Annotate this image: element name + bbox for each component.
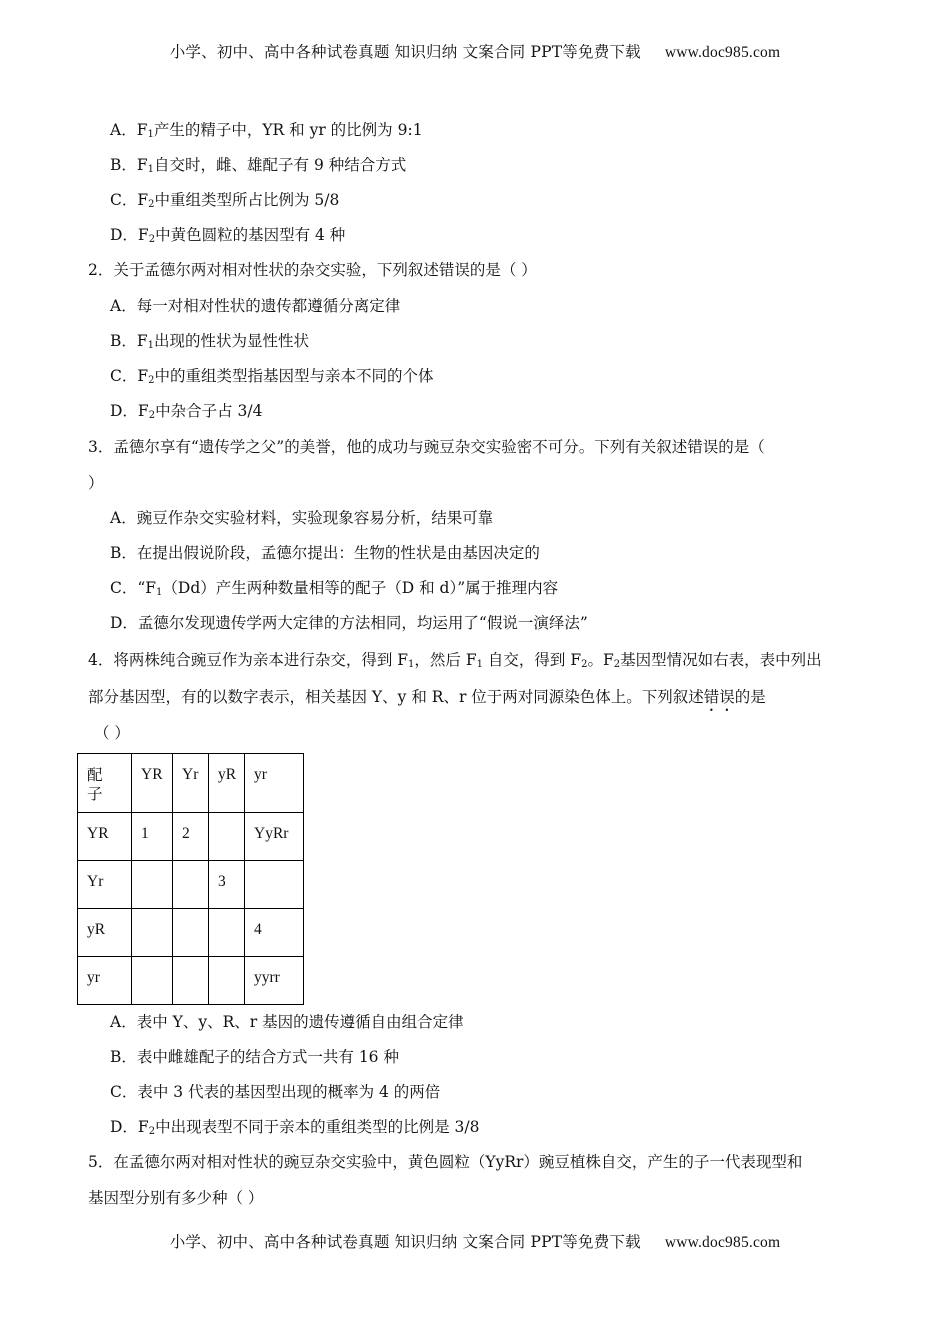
table-corner-cell: 配子 (78, 754, 132, 813)
table-row-header: Yr (78, 861, 132, 909)
table-cell (132, 957, 173, 1005)
table-row-header: YR (78, 813, 132, 861)
table-header-cell: yr (245, 754, 304, 813)
q3-stem-line1: 3．孟德尔享有“遗传学之父”的美誉，他的成功与豌豆杂交实验密不可分。下列有关叙述错误的是（ (88, 438, 765, 456)
table-header-cell: YR (132, 754, 173, 813)
table-cell (173, 957, 209, 1005)
q2-option-b: B．$F_1$出现的性状为显性性状 (110, 332, 310, 351)
q2-option-a: A．每一对相对性状的遗传都遵循分离定律 (110, 297, 401, 315)
emphasis-wrong: 错误 (703, 688, 735, 706)
q1-option-b: B．$F_1$自交时，雌、雄配子有 9 种结合方式 (110, 156, 407, 175)
table-cell (209, 909, 245, 957)
q3-stem-line2: ） (88, 474, 104, 492)
q3-option-a: A．豌豆作杂交实验材料，实验现象容易分析，结果可靠 (110, 509, 494, 527)
q4-stem-line1: 4．将两株纯合豌豆作为亲本进行杂交，得到 $F_1$，然后 $F_1$ 自交，得到 $F_2$。$F_2$基因型情况如右表，表中列出 (88, 651, 822, 670)
gamete-genotype-table (77, 753, 304, 1005)
table-cell: yyrr (245, 957, 304, 1005)
q4-option-a: A．表中 Y、y、R、r 基因的遗传遵循自由组合定律 (110, 1013, 464, 1031)
table-row (78, 813, 304, 861)
table-cell (245, 861, 304, 909)
table-cell: 1 (132, 813, 173, 861)
q2-option-c: C．$F_2$中的重组类型指基因型与亲本不同的个体 (110, 367, 434, 386)
table-row-header: yR (78, 909, 132, 957)
q4-stem-line3: （ ） (94, 724, 130, 742)
table-row (78, 957, 304, 1005)
footer-url[interactable]: www.doc985.com (664, 1234, 781, 1251)
q2-stem: 2．关于孟德尔两对相对性状的杂交实验，下列叙述错误的是（ ） (88, 261, 537, 279)
q3-option-c: C．“$F_1(Dd)$产生两种数量相等的配子（D 和 d）”属于推理内容 (110, 579, 559, 598)
table-cell (173, 861, 209, 909)
table-row (78, 861, 304, 909)
table-cell (132, 861, 173, 909)
table-cell (132, 909, 173, 957)
page-header (0, 40, 950, 62)
q5-stem-line1: 5．在孟德尔两对相对性状的豌豆杂交实验中，黄色圆粒（YyRr）豌豆植株自交，产生的子一代表现型和 (88, 1153, 803, 1171)
table-row-header: yr (78, 957, 132, 1005)
table-header-row (78, 754, 304, 813)
q4-option-b: B．表中雌雄配子的结合方式一共有 16 种 (110, 1048, 399, 1066)
q4-option-c: C．表中 3 代表的基因型出现的概率为 4 的两倍 (110, 1083, 441, 1101)
page-footer (0, 1230, 950, 1252)
table-cell (209, 957, 245, 1005)
header-url[interactable]: www.doc985.com (664, 44, 781, 61)
table-cell: 4 (245, 909, 304, 957)
q5-stem-line2: 基因型分别有多少种（ ） (88, 1189, 264, 1207)
q1-option-a: A．$F_1$产生的精子中，YR 和 yr 的比例为 9:1 (110, 121, 423, 140)
table-cell: YyRr (245, 813, 304, 861)
table-cell: 3 (209, 861, 245, 909)
q1-option-c: C．$F_2$中重组类型所占比例为 5/8 (110, 191, 340, 210)
header-text: 小学、初中、高中各种试卷真题 知识归纳 文案合同 PPT等免费下载 (169, 43, 641, 61)
q3-option-d: D．孟德尔发现遗传学两大定律的方法相同，均运用了“假说一演绎法” (110, 614, 588, 632)
q2-option-d: D．$F_2$中杂合子占 3/4 (110, 402, 263, 421)
q1-option-d: D．$F_2$中黄色圆粒的基因型有 4 种 (110, 226, 346, 245)
table-header-cell: Yr (173, 754, 209, 813)
q3-option-b: B．在提出假说阶段，孟德尔提出：生物的性状是由基因决定的 (110, 544, 540, 562)
q4-stem-line2: 部分基因型，有的以数字表示，相关基因 Y、y 和 R、r 位于两对同源染色体上。下列叙述错误的是 (88, 688, 766, 706)
table-cell (173, 909, 209, 957)
q4-option-d: D．$F_2$中出现表型不同于亲本的重组类型的比例是 3/8 (110, 1118, 480, 1137)
table-cell (209, 813, 245, 861)
table-cell: 2 (173, 813, 209, 861)
table-header-cell: yR (209, 754, 245, 813)
table-row (78, 909, 304, 957)
footer-text: 小学、初中、高中各种试卷真题 知识归纳 文案合同 PPT等免费下载 (169, 1233, 641, 1251)
